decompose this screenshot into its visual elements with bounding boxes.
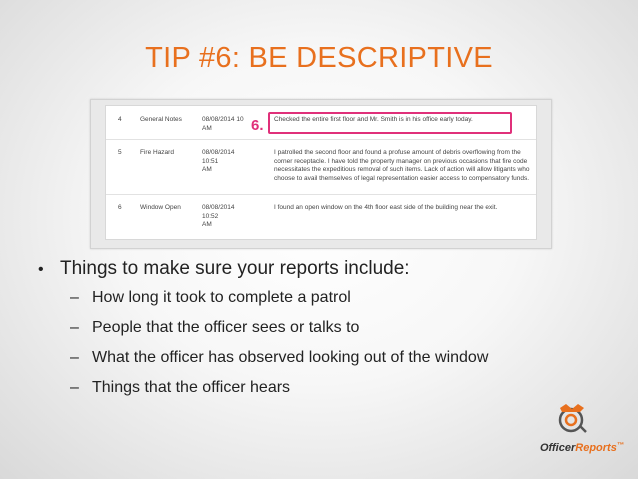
row-type: General Notes xyxy=(140,116,182,123)
table-row xyxy=(106,194,536,239)
main-bullet xyxy=(38,258,618,280)
sub-bullet: – What the officer has observed looking out of the window xyxy=(70,349,489,366)
row-type: Fire Hazard xyxy=(140,149,174,156)
step-badge: 6. xyxy=(251,117,264,134)
report-screenshot xyxy=(90,99,552,249)
row-time: 08/08/2014 10 AM xyxy=(202,116,244,132)
report-table xyxy=(105,105,537,240)
row-note: Checked the entire first floor and Mr. Smith is in his office early today. xyxy=(274,116,473,123)
dash-icon: – xyxy=(70,379,79,396)
row-note: I patrolled the second floor and found a profuse amount of debris overflowing from the corner receptacle. I have told the property manager on previous occasions that fire code necessitates the expeditious removal of such items. Lack of action will allow litigants who choose to avail themselves of legal representation easier access to compensatory funds. xyxy=(274,149,530,182)
slide-title: TIP #6: BE DESCRIPTIVE xyxy=(145,42,493,74)
row-number: 6 xyxy=(118,204,122,211)
sub-bullet: – Things that the officer hears xyxy=(70,379,291,396)
highlight-box xyxy=(268,112,512,134)
bullet-icon: • xyxy=(38,261,44,278)
table-row xyxy=(106,106,536,140)
dash-icon: – xyxy=(70,319,79,336)
main-bullet-text: Things to make sure your reports include: xyxy=(60,258,410,279)
row-number: 5 xyxy=(118,149,122,156)
row-time: 08/08/2014 10:52 AM xyxy=(202,204,235,228)
sub-bullet: – How long it took to complete a patrol xyxy=(70,289,351,306)
dash-icon: – xyxy=(70,349,79,366)
row-note: I found an open window on the 4th floor east side of the building near the exit. xyxy=(274,204,498,211)
dash-icon: – xyxy=(70,289,79,306)
sub-bullet: – People that the officer sees or talks to xyxy=(70,319,360,336)
row-type: Window Open xyxy=(140,204,181,211)
logo-text: OfficerReports™ xyxy=(540,442,624,454)
table-row xyxy=(106,139,536,195)
bullet-list xyxy=(38,258,618,409)
row-number: 4 xyxy=(118,116,122,123)
badge-logo-icon xyxy=(540,402,636,442)
row-time: 08/08/2014 10:51 AM xyxy=(202,149,235,173)
officer-reports-logo xyxy=(540,402,636,462)
